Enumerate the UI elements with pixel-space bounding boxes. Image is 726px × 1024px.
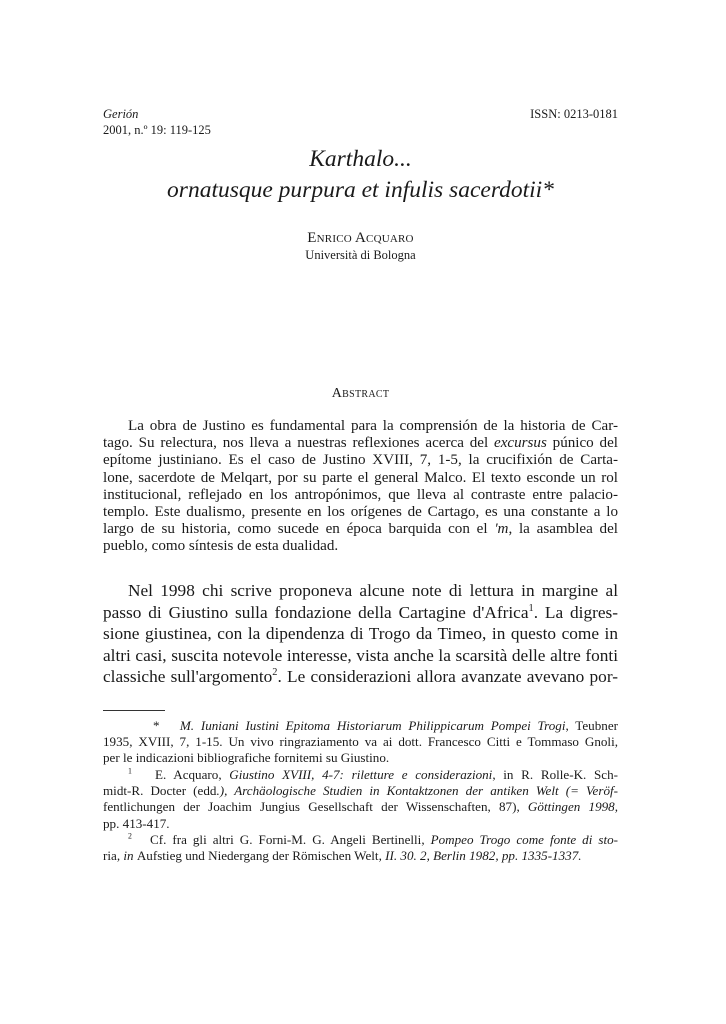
body-line: classiche sull'argomento$^2$. Le considerazioni allora avanzate avevano por-: [103, 667, 618, 687]
abstract-line: tago. Su relectura, nos lleva a nuestras reflexiones acerca del excursus púnico del: [103, 435, 618, 452]
abstract-line: institucional, reflejado en los antropónimos, que lleva al contraste entre palacio-: [103, 486, 618, 503]
author-affiliation: Università di Bologna: [305, 248, 416, 262]
footnote-line: midt-R. Docter (edd.), Archäologische Studien in Kontaktzonen der antiken Welt (= Veröf-: [103, 783, 618, 799]
body-line: altri casi, suscita notevole interesse, vista anche la scarsità delle altre fonti: [103, 645, 618, 665]
body-text: [103, 580, 618, 688]
abstract-heading: Abstract: [331, 386, 390, 401]
footnote-mark: 1: [128, 766, 132, 776]
footnote-mark: *: [153, 718, 160, 733]
footnote-line: fentlichungen der Joachim Jungius Gesellschaft der Wissenschaften, 87), Göttingen 1998,: [103, 799, 618, 815]
footnote-2: [103, 832, 618, 864]
abstract-line: pueblo, como síntesis de esta dualidad.: [103, 538, 339, 555]
abstract-line: largo de su historia, como sucede en época barquida con el 'm, la asamblea del: [103, 521, 618, 538]
abstract-line: lone, sacerdote de Melqart, por su parte el general Malco. El texto esconde un rol: [103, 469, 618, 486]
footnote-line: per le indicazioni bibliografiche fornitemi su Giustino.: [103, 750, 390, 766]
footnote-separator: [103, 710, 165, 711]
body-line: passo di Giustino sulla fondazione della Cartagine d'Africa$^1$. La digres-: [103, 602, 618, 622]
footnote-mark: 2: [128, 831, 132, 841]
footnote-line: [103, 718, 618, 734]
footnote-text: Cf. fra gli altri G. Forni-M. G. Angeli Bertinelli, Pompeo Trogo come fonte di sto-: [149, 832, 618, 847]
article-title: [103, 144, 618, 206]
body-line: sione giustinea, con la dipendenza di Trogo da Timeo, in questo come in: [103, 624, 618, 644]
footnote-line: [103, 767, 618, 783]
body-line: Nel 1998 chi scrive proponeva alcune note di lettura in margine al: [128, 581, 618, 600]
issn: ISSN: 0213-0181: [530, 107, 618, 121]
footnote-line: 1935, XVIII, 7, 1-15. Un vivo ringraziamento va ai dott. Francesco Citti e Tommaso Gnoli,: [103, 734, 618, 750]
abstract-line: templo. Este dualismo, presente en los orígenes de Cartago, es una constante a lo: [103, 504, 618, 521]
journal-info: [103, 106, 211, 138]
journal-issue: 2001, n.º 19: 119-125: [103, 123, 211, 137]
title-line-2: ornatusque purpura et infulis sacerdotii*: [167, 177, 554, 203]
footnote-line: [103, 832, 618, 848]
abstract-body: [103, 418, 618, 556]
abstract-line: epítome justiniano. Es el caso de Justino XVIII, 7, 1-5, la crucifixión de Carta-: [103, 452, 618, 469]
footnote-star: [103, 718, 618, 767]
author-name: Enrico Acquaro: [307, 230, 414, 246]
journal-name: Gerión: [103, 107, 139, 121]
footnote-line: ria, in Aufstieg und Niedergang der Römischen Welt, II. 30. 2, Berlin 1982, pp. 1335-1337.: [103, 848, 582, 864]
footnote-1: [103, 767, 618, 832]
abstract-line: La obra de Justino es fundamental para la comprensión de la historia de Car-: [128, 418, 618, 434]
footnote-line: pp. 413-417.: [103, 815, 170, 831]
footnote-text: M. Iuniani Iustini Epitoma Historiarum Philippicarum Pompei Trogi, Teubner: [179, 718, 618, 733]
title-line-1: Karthalo...: [309, 146, 412, 172]
footnote-text: E. Acquaro, Giustino XVIII, 4-7: riletture e considerazioni, in R. Rolle-K. Sch-: [155, 767, 618, 782]
article-page: [103, 0, 618, 1024]
